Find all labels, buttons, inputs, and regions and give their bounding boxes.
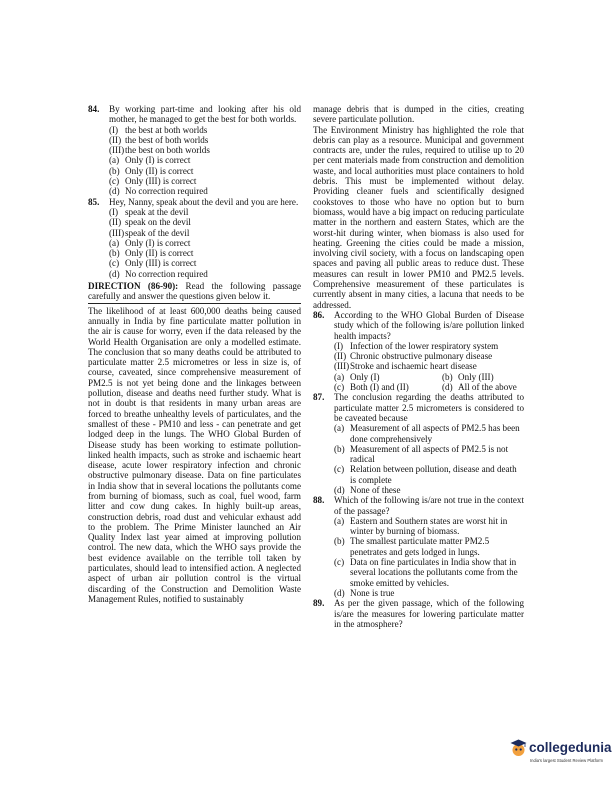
statement: (II) Chronic obstructive pulmonary disease — [334, 351, 493, 362]
option: (a) Only (I) is correct — [109, 155, 191, 166]
question-86 — [313, 310, 524, 341]
option: (c) Relation between pollution, disease and death is complete — [334, 464, 517, 485]
passage-right-part2: The Environment Ministry has highlighted the role that debris can play as a resource. Municipal and government contracts are, under the rules, required to utilise up to 20 per cent materials made from construction and demolition waste, and local authorities must place containers to hold debris. This must be implemented without delay. Providing cleaner fuels and scientifically designed cookstoves to those who have no option but to burn biomass, would have a big impact on reducing particulate matter in the northern and eastern States, which are the worst-hit during winter, when biomass is also used for heating. Greening the cities could be made a mission, involving civil society, with a focus on landscaping open spaces and paving all public areas to reduce dust. These measures can result in lower PM10 and PM2.5 levels. Comprehensive measurement of these particulates is currently absent in many cities, a lacuna that needs to be addressed. — [313, 124, 524, 310]
question-87 — [313, 392, 524, 423]
direction-heading: DIRECTION (86-90): — [88, 281, 179, 292]
question-number: 88. — [313, 495, 325, 506]
question-89 — [313, 598, 524, 629]
direction-text: Read the following passage carefully and answer the questions given below it. — [88, 281, 301, 302]
statement: (I) Infection of the lower respiratory system — [334, 340, 499, 351]
question-number: 89. — [313, 598, 325, 609]
option: (d) No correction required — [109, 186, 208, 197]
graduate-cap-icon — [510, 738, 527, 758]
option: (b) Measurement of all aspects of PM2.5 is not radical — [334, 443, 509, 465]
question-84 — [88, 104, 301, 125]
statement: (III)Stroke and ischaemic heart disease — [334, 361, 477, 372]
option: (a) Measurement of all aspects of PM2.5 has been done comprehensively — [334, 423, 520, 444]
statement: (II) speak on the devil — [109, 217, 191, 228]
statement: (II) the best of both worlds — [109, 134, 209, 145]
question-text: The conclusion regarding the deaths attributed to particulate matter 2.5 micrometers is considered to be caveated because — [334, 392, 524, 423]
option: (b) Only (II) is correct — [109, 165, 194, 176]
question-number: 85. — [88, 196, 100, 207]
question-number: 87. — [313, 392, 325, 403]
brand-tagline: India's largest Student Review Platform — [530, 758, 603, 763]
option: (b) Only (II) is correct — [109, 248, 194, 259]
option-row: (a) Only (I) (b) Only (III) — [334, 371, 494, 382]
option: (a) Only (I) is correct — [109, 237, 191, 248]
question-88 — [313, 495, 524, 516]
statement: (III)speak of the devil — [109, 227, 190, 238]
option: (a) Eastern and Southern states are worst hit in winter by burning of biomass. — [334, 515, 508, 537]
statement: (III)the best on both worlds — [109, 145, 210, 156]
question-85 — [88, 197, 301, 207]
option: (c) Only (III) is correct — [109, 176, 197, 187]
option: (c) Data on fine particulates in India show that in several locations the pollutants come from the smoke emitted by vehicles. — [334, 557, 518, 588]
question-number: 86. — [313, 309, 325, 320]
question-text: Which of the following is/are not true in the context of the passage? — [334, 495, 524, 516]
statement: (I) speak at the devil — [109, 206, 189, 217]
statement: (I) the best at both worlds — [109, 124, 208, 135]
direction-instruction — [88, 281, 301, 304]
left-column — [88, 104, 301, 604]
question-text: By working part-time and looking after his old mother, he managed to get the best for both worlds. — [109, 104, 301, 125]
right-column — [313, 104, 524, 629]
option: (d) None of these — [334, 484, 401, 495]
option: (d) None is true — [334, 587, 395, 598]
question-text: As per the given passage, which of the following is/are the measures for lowering particulate matter in the atmosphere? — [334, 598, 524, 629]
passage-right-part1: manage debris that is dumped in the cities, creating severe particulate pollution. — [313, 104, 524, 125]
brand-logo-text: collegedunia — [529, 740, 612, 755]
option-row: (c) Both (I) and (II) (d) All of the above — [334, 382, 517, 393]
option: (c) Only (III) is correct — [109, 258, 197, 269]
question-text: According to the WHO Global Burden of Disease study which of the following is/are pollution linked health impacts? — [334, 309, 524, 341]
option: (b) The smallest particulate matter PM2.5 penetrates and gets lodged in lungs. — [334, 536, 490, 557]
question-number: 84. — [88, 104, 100, 114]
option: (d) No correction required — [109, 268, 208, 279]
question-text: Hey, Nanny, speak about the devil and you are here. — [109, 196, 299, 207]
passage-left: The likelihood of at least 600,000 deaths being caused annually in India by fine particulate matter pollution in the air is cause for worry, even if the data released by the World Health Organisation are only a modelled estimate. The conclusion that so many deaths could be attributed to particulate matter 2.5 micrometres or less in size is, of course, caveated, since comprehensive measurement of PM2.5 is not yet being done and the linkages between pollution, disease and deaths need further study. What is not in doubt is that residents in many urban areas are forced to breathe unhealthy levels of particulates, and the smallest of these - PM10 and less - can penetrate and get lodged deep in the lungs. The WHO Global Burden of Disease study has been working to estimate pollution-linked health impacts, such as stroke and ischaemic heart disease, acute lower respiratory infection and chronic obstructive pulmonary disease. Data on fine particulates in India show that in several locations the pollutants come from burning of biomass, such as coal, fuel wood, farm litter and cow dung cakes. In highly built-up areas, construction debris, road dust and vehicular exhaust add to the problem. The Prime Minister launched an Air Quality Index last year aimed at improving pollution control. The new data, which the WHO says provide the best evidence available on the terrible toll taken by particulates, should lead to intensified action. A neglected aspect of urban air pollution control is the virtual discarding of the Construction and Demolition Waste Management Rules, notified to sustainably — [88, 305, 301, 604]
